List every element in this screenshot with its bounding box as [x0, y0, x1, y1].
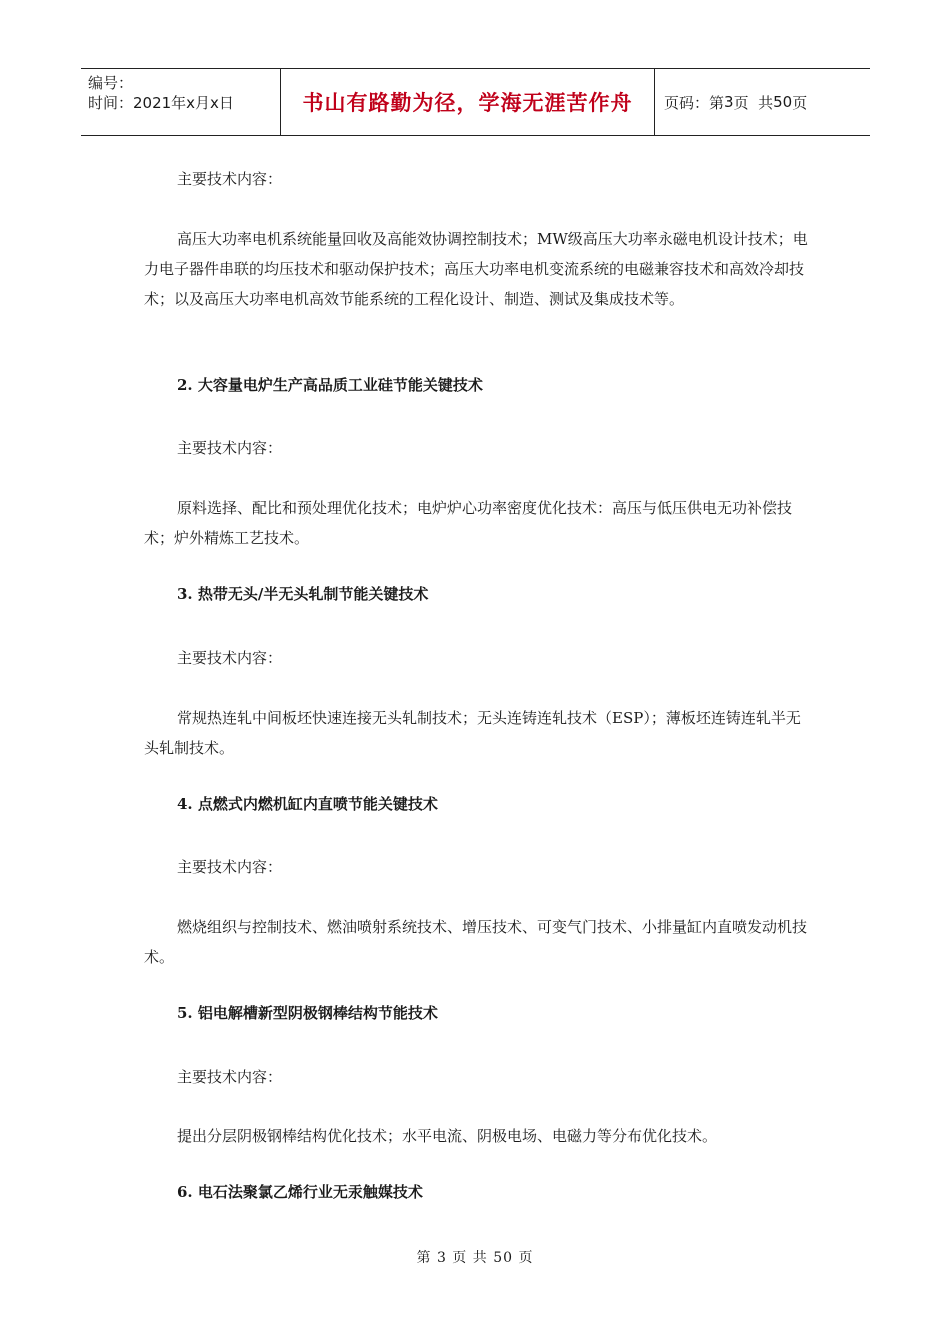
date-label: 时间：2021年x月x日	[88, 94, 234, 112]
header-motto: 书山有路勤为径，学海无涯苦作舟	[302, 91, 633, 115]
section-1-text: 高压大功率电机系统能量回收及高能效协调控制技术；MW级高压大功率永磁电机设计技术；电力电子器件串联的均压技术和驱动保护技术；高压大功率电机变流系统的电磁兼容技术和高效冷却技术；以及高压大功率电机高效节能系统的工程化设计、制造、测试及集成技术等。	[144, 230, 808, 308]
page-end-label: 页	[792, 93, 808, 112]
page-header	[81, 68, 870, 136]
section-3-heading: 3. 热带无头/半无头轧制节能关键技术	[177, 585, 429, 603]
section-5-text: 提出分层阴极钢棒结构优化技术；水平电流、阴极电场、电磁力等分布优化技术。	[177, 1127, 718, 1145]
page-label: 页码：第	[664, 93, 725, 112]
serial-number-label: 编号：	[88, 74, 134, 92]
section-4-text: 燃烧组织与控制技术、燃油喷射系统技术、增压技术、可变气门技术、小排量缸内直喷发动机技术。	[144, 918, 808, 966]
section-5-label: 主要技术内容：	[177, 1068, 283, 1086]
section-4-heading: 4. 点燃式内燃机缸内直喷节能关键技术	[177, 795, 438, 813]
section-3-text: 常规热连轧中间板坯快速连接无头轧制技术；无头连铸连轧技术（ESP）；薄板坯连铸连轧半无头轧制技术。	[144, 709, 801, 757]
section-2-heading: 2. 大容量电炉生产高品质工业硅节能关键技术	[177, 376, 483, 394]
section-5-heading: 5. 铝电解槽新型阴极钢棒结构节能技术	[177, 1004, 438, 1022]
section-2-label: 主要技术内容：	[177, 439, 283, 457]
header-motto-cell	[281, 69, 655, 135]
page-footer: 第 3 页 共 50 页	[416, 1250, 534, 1266]
page-total: 50	[773, 93, 793, 111]
section-2-text: 原料选择、配比和预处理优化技术；电炉炉心功率密度优化技术：高压与低压供电无功补偿技术；炉外精炼工艺技术。	[144, 499, 793, 547]
page-mid-label: 页 共	[733, 93, 774, 112]
header-page-info	[655, 69, 870, 135]
section-3-label: 主要技术内容：	[177, 649, 283, 667]
page-current: 3	[724, 93, 734, 111]
section-6-heading: 6. 电石法聚氯乙烯行业无汞触媒技术	[177, 1183, 423, 1201]
header-meta	[81, 69, 281, 135]
section-1-label: 主要技术内容：	[177, 170, 283, 188]
section-4-label: 主要技术内容：	[177, 858, 283, 876]
